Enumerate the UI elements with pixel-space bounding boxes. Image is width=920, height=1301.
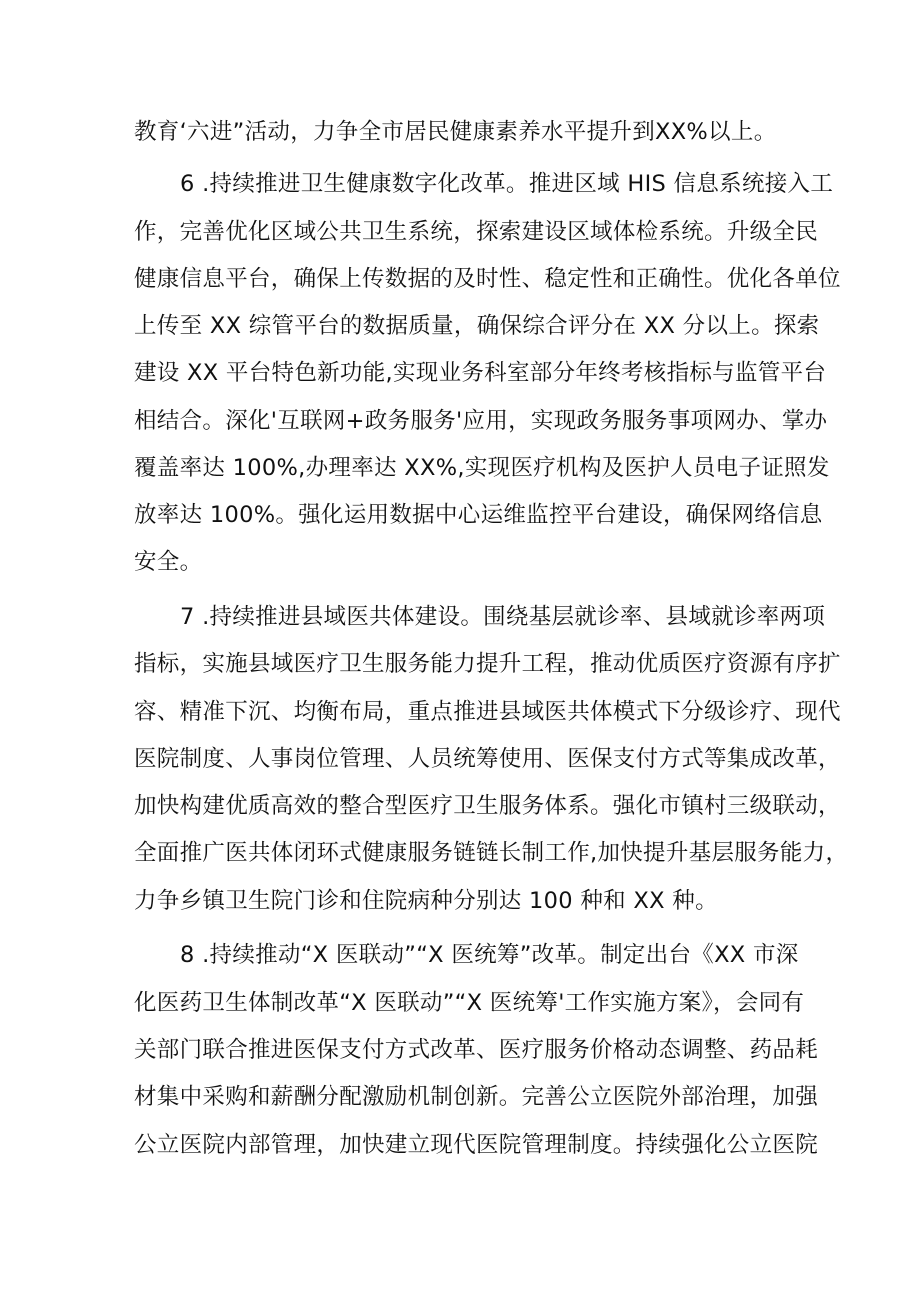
text-line: 安全。 — [134, 549, 203, 575]
text-line: 放率达 100%。强化运用数据中心运维监控平台建设，确保网络信息 — [134, 502, 823, 528]
paragraph-8-heading: 8 .持续推动“X 医联动”“X 医统筹”改革。制定出台《XX 市深 — [180, 942, 799, 968]
text-line: 建设 XX 平台特色新功能,实现业务科室部分年终考核指标与监管平台 — [134, 360, 827, 386]
paragraph-6-heading: 6 .持续推进卫生健康数字化改革。推进区域 HIS 信息系统接入工 — [180, 171, 834, 197]
text-line: 作，完善优化区域公共卫生系统，探索建设区域体检系统。升级全民 — [134, 219, 819, 245]
text-line: 关部门联合推进医保支付方式改革、医疗服务价格动态调整、药品耗 — [134, 1037, 819, 1063]
text-line: 全面推广医共体闭环式健康服务链链长制工作,加快提升基层服务能力， — [134, 840, 849, 866]
text-line: 公立医院内部管理，加快建立现代医院管理制度。持续强化公立医院 — [134, 1132, 819, 1158]
text-line: 教育‘六进”活动，力争全市居民健康素养水平提升到XX%以上。 — [134, 119, 777, 145]
text-line: 化医药卫生体制改革“X 医联动”“X 医统筹'工作实施方案》，会同有 — [134, 990, 805, 1016]
text-line: 力争乡镇卫生院门诊和住院病种分别达 100 种和 XX 种。 — [134, 888, 718, 914]
text-line: 医院制度、人事岗位管理、人员统筹使用、医保支付方式等集成改革， — [134, 746, 841, 772]
text-line: 覆盖率达 100%,办理率达 XX%,实现医疗机构及医护人员电子证照发 — [134, 455, 830, 481]
text-line: 加快构建优质高效的整合型医疗卫生服务体系。强化市镇村三级联动， — [134, 793, 841, 819]
text-line: 相结合。深化'互联网+政务服务'应用，实现政务服务事项网办、掌办 — [134, 408, 828, 434]
paragraph-7-heading: 7 .持续推进县域医共体建设。围绕基层就诊率、县域就诊率两项 — [180, 604, 826, 630]
text-line: 上传至 XX 综管平台的数据质量，确保综合评分在 XX 分以上。探索 — [134, 313, 820, 339]
text-line: 容、精准下沉、均衡布局，重点推进县域医共体模式下分级诊疗、现代 — [134, 699, 841, 725]
text-line: 材集中采购和薪酬分配激励机制创新。完善公立医院外部治理，加强 — [134, 1084, 819, 1110]
text-line: 健康信息平台，确保上传数据的及时性、稳定性和正确性。优化各单位 — [134, 266, 841, 292]
text-line: 指标，实施县域医疗卫生服务能力提升工程，推动优质医疗资源有序扩 — [134, 651, 841, 677]
